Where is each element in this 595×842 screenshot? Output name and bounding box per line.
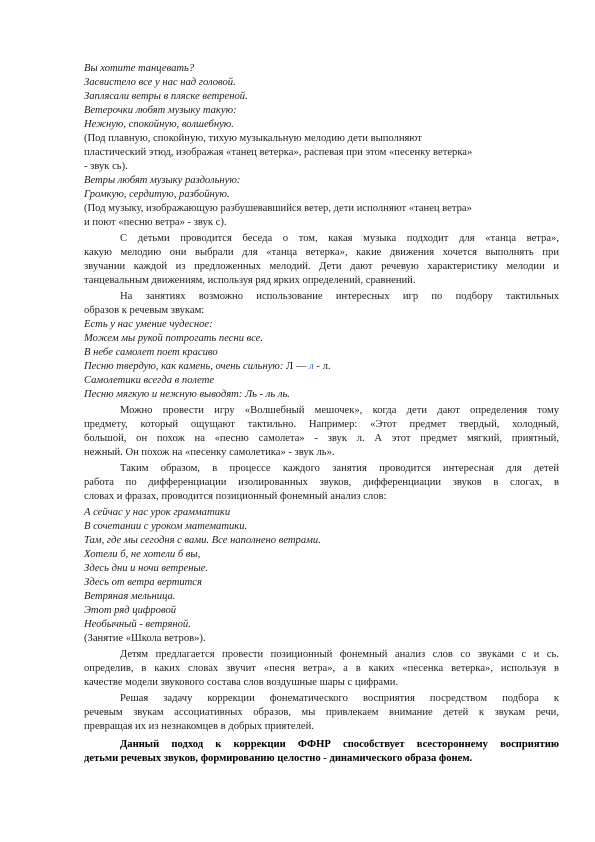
paragraph-line: звучании каждой из предложенных мелодий. Дети дают речевую характеристику мелодии и bbox=[84, 261, 559, 272]
paragraph-line: определив, в каких словах звучит «песня ветра», а в каких «песенка ветерка», используя в bbox=[84, 663, 559, 674]
paragraph-line: и поют «песню ветра» - звук с). bbox=[84, 217, 227, 228]
song-fragment: Л — bbox=[286, 361, 310, 372]
poem-line: Вы хотите танцевать? bbox=[84, 63, 195, 74]
poem-line: Ветры любят музыку раздольную: bbox=[84, 175, 241, 186]
paragraph-line: качестве модели звукового состава слов воздушные шары с цифрами. bbox=[84, 677, 399, 688]
paragraph-line: С детьми проводится беседа о том, какая музыка подходит для «танца ветра», bbox=[120, 233, 559, 244]
paragraph-line: Детям предлагается провести позиционный фонемный анализ слов со звуками с и сь. bbox=[120, 649, 559, 660]
poem-line: Нежную, спокойную, волшебную. bbox=[84, 119, 234, 130]
poem-line: Ветряная мельница. bbox=[84, 591, 176, 602]
conclusion-line: детьми речевых звуков, формированию целостно - динамического образа фонем. bbox=[84, 753, 473, 764]
poem-line: Песню мягкую и нежную выводят: Ль - ль ль. bbox=[84, 389, 290, 400]
paragraph-line: предмету, который ощущают тактильно. Например: «Этот предмет твердый, холодный, bbox=[84, 419, 559, 430]
poem-line: Засвистело все у нас над головой. bbox=[84, 77, 236, 88]
paragraph-line: Можно провести игру «Волшебный мешочек», когда дети дают определения тому bbox=[120, 405, 559, 416]
poem-line: Есть у нас умение чудесное: bbox=[84, 319, 213, 330]
paragraph-line: работа по дифференциации изолированных звуков, дифференциации звуков в слогах, в bbox=[84, 477, 559, 488]
paragraph-line: Таким образом, в процессе каждого занятия проводится интересная для детей bbox=[120, 463, 559, 474]
poem-line: Громкую, сердитую, разбойную. bbox=[84, 189, 230, 200]
song-fragment: - bbox=[313, 361, 320, 372]
paragraph-line: превращая их из незнакомцев в добрых приятелей. bbox=[84, 721, 314, 732]
paragraph-line: речевым звукам ассоциативных образов, мы привлекаем внимание детей к звукам речи, bbox=[84, 707, 559, 718]
paragraph-line: какую мелодию они выбрали для «танца ветерка», какие движения хочется выполнять при bbox=[84, 247, 559, 258]
poem-line: Здесь дни и ночи ветреные. bbox=[84, 563, 208, 574]
paragraph-line: (Под плавную, спокойную, тихую музыкальную мелодию дети выполняют bbox=[84, 133, 422, 144]
paragraph-line: (Занятие «Школа ветров»). bbox=[84, 633, 206, 644]
paragraph-line: образов к речевым звукам: bbox=[84, 305, 205, 316]
poem-line-song bbox=[84, 360, 559, 374]
paragraph-line: большой, он похож на «песню самолета» - звук л. А этот предмет мягкий, приятный, bbox=[84, 433, 559, 444]
poem-line: Можем мы рукой потрогать песни все. bbox=[84, 333, 264, 344]
paragraph-line: - звук сь). bbox=[84, 161, 128, 172]
song-fragment-accent: л bbox=[309, 361, 314, 372]
paragraph-line: (Под музыку, изображающую разбушевавшийся ветер, дети исполняют «танец ветра» bbox=[84, 203, 472, 214]
paragraph-line: словах и фразах, проводится позиционный фонемный анализ слов: bbox=[84, 491, 387, 502]
poem-line: В небе самолет поет красиво bbox=[84, 347, 218, 358]
poem-line: Хотели б, не хотели б вы, bbox=[84, 549, 201, 560]
paragraph-line: пластический этюд, изображая «танец ветерка», распевая при этом «песенку ветерка» bbox=[84, 147, 473, 158]
poem-line: Необычный - ветряной. bbox=[84, 619, 191, 630]
poem-line: Здесь от ветра вертится bbox=[84, 577, 202, 588]
poem-line: В сочетании с уроком математики. bbox=[84, 521, 248, 532]
paragraph-line: На занятиях возможно использование интересных игр по подбору тактильных bbox=[120, 291, 559, 302]
poem-line: Самолетики всегда в полете bbox=[84, 375, 215, 386]
poem-line: Этот ряд цифровой bbox=[84, 605, 177, 616]
conclusion-line: Данный подход к коррекции ФФНР способствует всестороннему восприятию bbox=[120, 739, 559, 750]
poem-line: Заплясали ветры в пляске ветреной. bbox=[84, 91, 248, 102]
poem-line: Ветерочки любят музыку такую: bbox=[84, 105, 237, 116]
poem-line: Там, где мы сегодня с вами. Все наполнено ветрами. bbox=[84, 535, 321, 546]
paragraph-line: нежный. Он похож на «песенку самолетика» - звук ль». bbox=[84, 447, 335, 458]
paragraph-line: танцевальным движениям, используя ряд ярких определений, сравнений. bbox=[84, 275, 416, 286]
poem-text: Песню твердую, как камень, очень сильную: bbox=[84, 361, 287, 372]
song-fragment: л. bbox=[319, 361, 331, 372]
paragraph-line: Решая задачу коррекции фонематического восприятия посредством подбора к bbox=[120, 693, 559, 704]
poem-line: А сейчас у нас урок грамматики bbox=[84, 507, 231, 518]
